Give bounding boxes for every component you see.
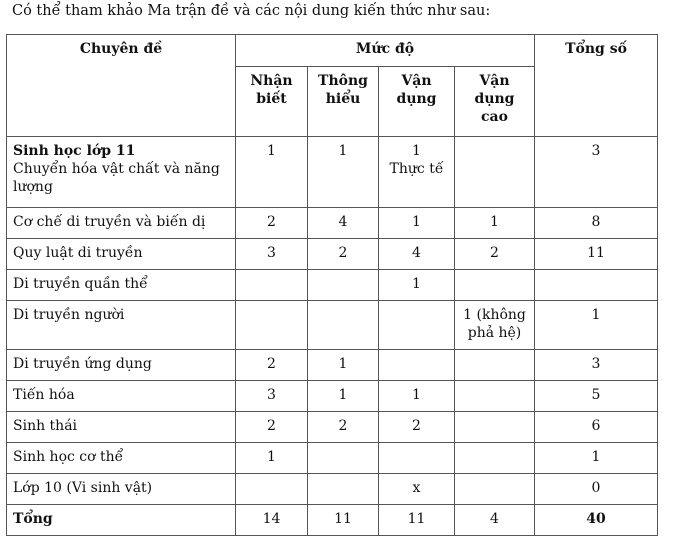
- nhan-biet-cell: 2: [236, 208, 308, 239]
- thong-hieu-cell: 1: [308, 137, 379, 208]
- thong-hieu-cell: 1: [308, 381, 379, 412]
- van-dung-cell: 4: [379, 239, 455, 270]
- van-dung-cao-cell: 1 (không phả hệ): [455, 301, 535, 350]
- header-total: Tổng số: [535, 35, 658, 137]
- table-row: [7, 474, 658, 505]
- total-cell: 11: [535, 239, 658, 270]
- topic-cell: Tiến hóa: [7, 381, 236, 412]
- topic-cell: Di truyền ứng dụng: [7, 350, 236, 381]
- total-cell: 3: [535, 350, 658, 381]
- exam-matrix-table: [6, 34, 658, 536]
- topic-title: Sinh học lớp 11: [13, 143, 136, 159]
- van-dung-cao-cell: [455, 381, 535, 412]
- thong-hieu-cell: 2: [308, 412, 379, 443]
- thong-hieu-cell: 1: [308, 350, 379, 381]
- van-dung-cao-cell: [455, 412, 535, 443]
- table-row: [7, 350, 658, 381]
- van-dung-cell: [379, 301, 455, 350]
- van-dung-note: Thực tế: [389, 161, 444, 177]
- van-dung-value: 1: [412, 143, 421, 159]
- total-cell: 5: [535, 381, 658, 412]
- grand-total: 40: [535, 505, 658, 536]
- topic-cell: Sinh thái: [7, 412, 236, 443]
- thong-hieu-cell: 2: [308, 239, 379, 270]
- total-cell: 0: [535, 474, 658, 505]
- thong-hieu-cell: [308, 301, 379, 350]
- van-dung-cell: 1: [379, 381, 455, 412]
- total-van-dung-cao: 4: [455, 505, 535, 536]
- topic-cell: Di truyền người: [7, 301, 236, 350]
- thong-hieu-cell: [308, 270, 379, 301]
- nhan-biet-cell: [236, 270, 308, 301]
- van-dung-cell: [379, 137, 455, 208]
- total-nhan-biet: 14: [236, 505, 308, 536]
- nhan-biet-cell: [236, 474, 308, 505]
- topic-text: Chuyển hóa vật chất và năng lượng: [13, 161, 220, 195]
- table-row: [7, 381, 658, 412]
- topic-cell: Quy luật di truyền: [7, 239, 236, 270]
- table-row: [7, 137, 658, 208]
- thong-hieu-cell: [308, 443, 379, 474]
- thong-hieu-cell: 4: [308, 208, 379, 239]
- total-cell: 1: [535, 301, 658, 350]
- van-dung-cell: [379, 350, 455, 381]
- van-dung-cao-cell: [455, 270, 535, 301]
- nhan-biet-cell: 2: [236, 412, 308, 443]
- topic-cell: [7, 137, 236, 208]
- table-row: [7, 270, 658, 301]
- total-cell: 1: [535, 443, 658, 474]
- topic-cell: Cơ chế di truyền và biến dị: [7, 208, 236, 239]
- van-dung-cao-cell: [455, 443, 535, 474]
- nhan-biet-cell: 1: [236, 443, 308, 474]
- topic-cell: Lớp 10 (Vi sinh vật): [7, 474, 236, 505]
- van-dung-cell: 2: [379, 412, 455, 443]
- header-van-dung-cao: Vận dụng cao: [455, 67, 535, 137]
- van-dung-cao-cell: 2: [455, 239, 535, 270]
- van-dung-cao-cell: [455, 350, 535, 381]
- table-row: [7, 239, 658, 270]
- header-van-dung: Vận dụng: [379, 67, 455, 137]
- total-cell: 6: [535, 412, 658, 443]
- table-row: [7, 301, 658, 350]
- table-row: [7, 412, 658, 443]
- thong-hieu-cell: [308, 474, 379, 505]
- total-label: Tổng: [7, 505, 236, 536]
- van-dung-cao-cell: [455, 474, 535, 505]
- header-row-1: [7, 35, 658, 67]
- total-van-dung: 11: [379, 505, 455, 536]
- nhan-biet-cell: [236, 301, 308, 350]
- van-dung-cao-cell: 1: [455, 208, 535, 239]
- van-dung-cell: [379, 443, 455, 474]
- intro-text: Có thể tham khảo Ma trận đề và các nội dung kiến thức như sau:: [12, 3, 491, 19]
- nhan-biet-cell: 3: [236, 381, 308, 412]
- header-level: Mức độ: [236, 35, 535, 67]
- topic-cell: Sinh học cơ thể: [7, 443, 236, 474]
- table-row: [7, 208, 658, 239]
- total-row: [7, 505, 658, 536]
- topic-cell: Di truyền quần thể: [7, 270, 236, 301]
- total-cell: 8: [535, 208, 658, 239]
- total-thong-hieu: 11: [308, 505, 379, 536]
- header-topic: Chuyên đề: [7, 35, 236, 137]
- van-dung-cell: x: [379, 474, 455, 505]
- table-row: [7, 443, 658, 474]
- header-thong-hieu: Thông hiểu: [308, 67, 379, 137]
- van-dung-cell: 1: [379, 208, 455, 239]
- nhan-biet-cell: 3: [236, 239, 308, 270]
- nhan-biet-cell: 2: [236, 350, 308, 381]
- total-cell: [535, 270, 658, 301]
- van-dung-cell: 1: [379, 270, 455, 301]
- nhan-biet-cell: 1: [236, 137, 308, 208]
- header-nhan-biet: Nhận biết: [236, 67, 308, 137]
- total-cell: 3: [535, 137, 658, 208]
- van-dung-cao-cell: [455, 137, 535, 208]
